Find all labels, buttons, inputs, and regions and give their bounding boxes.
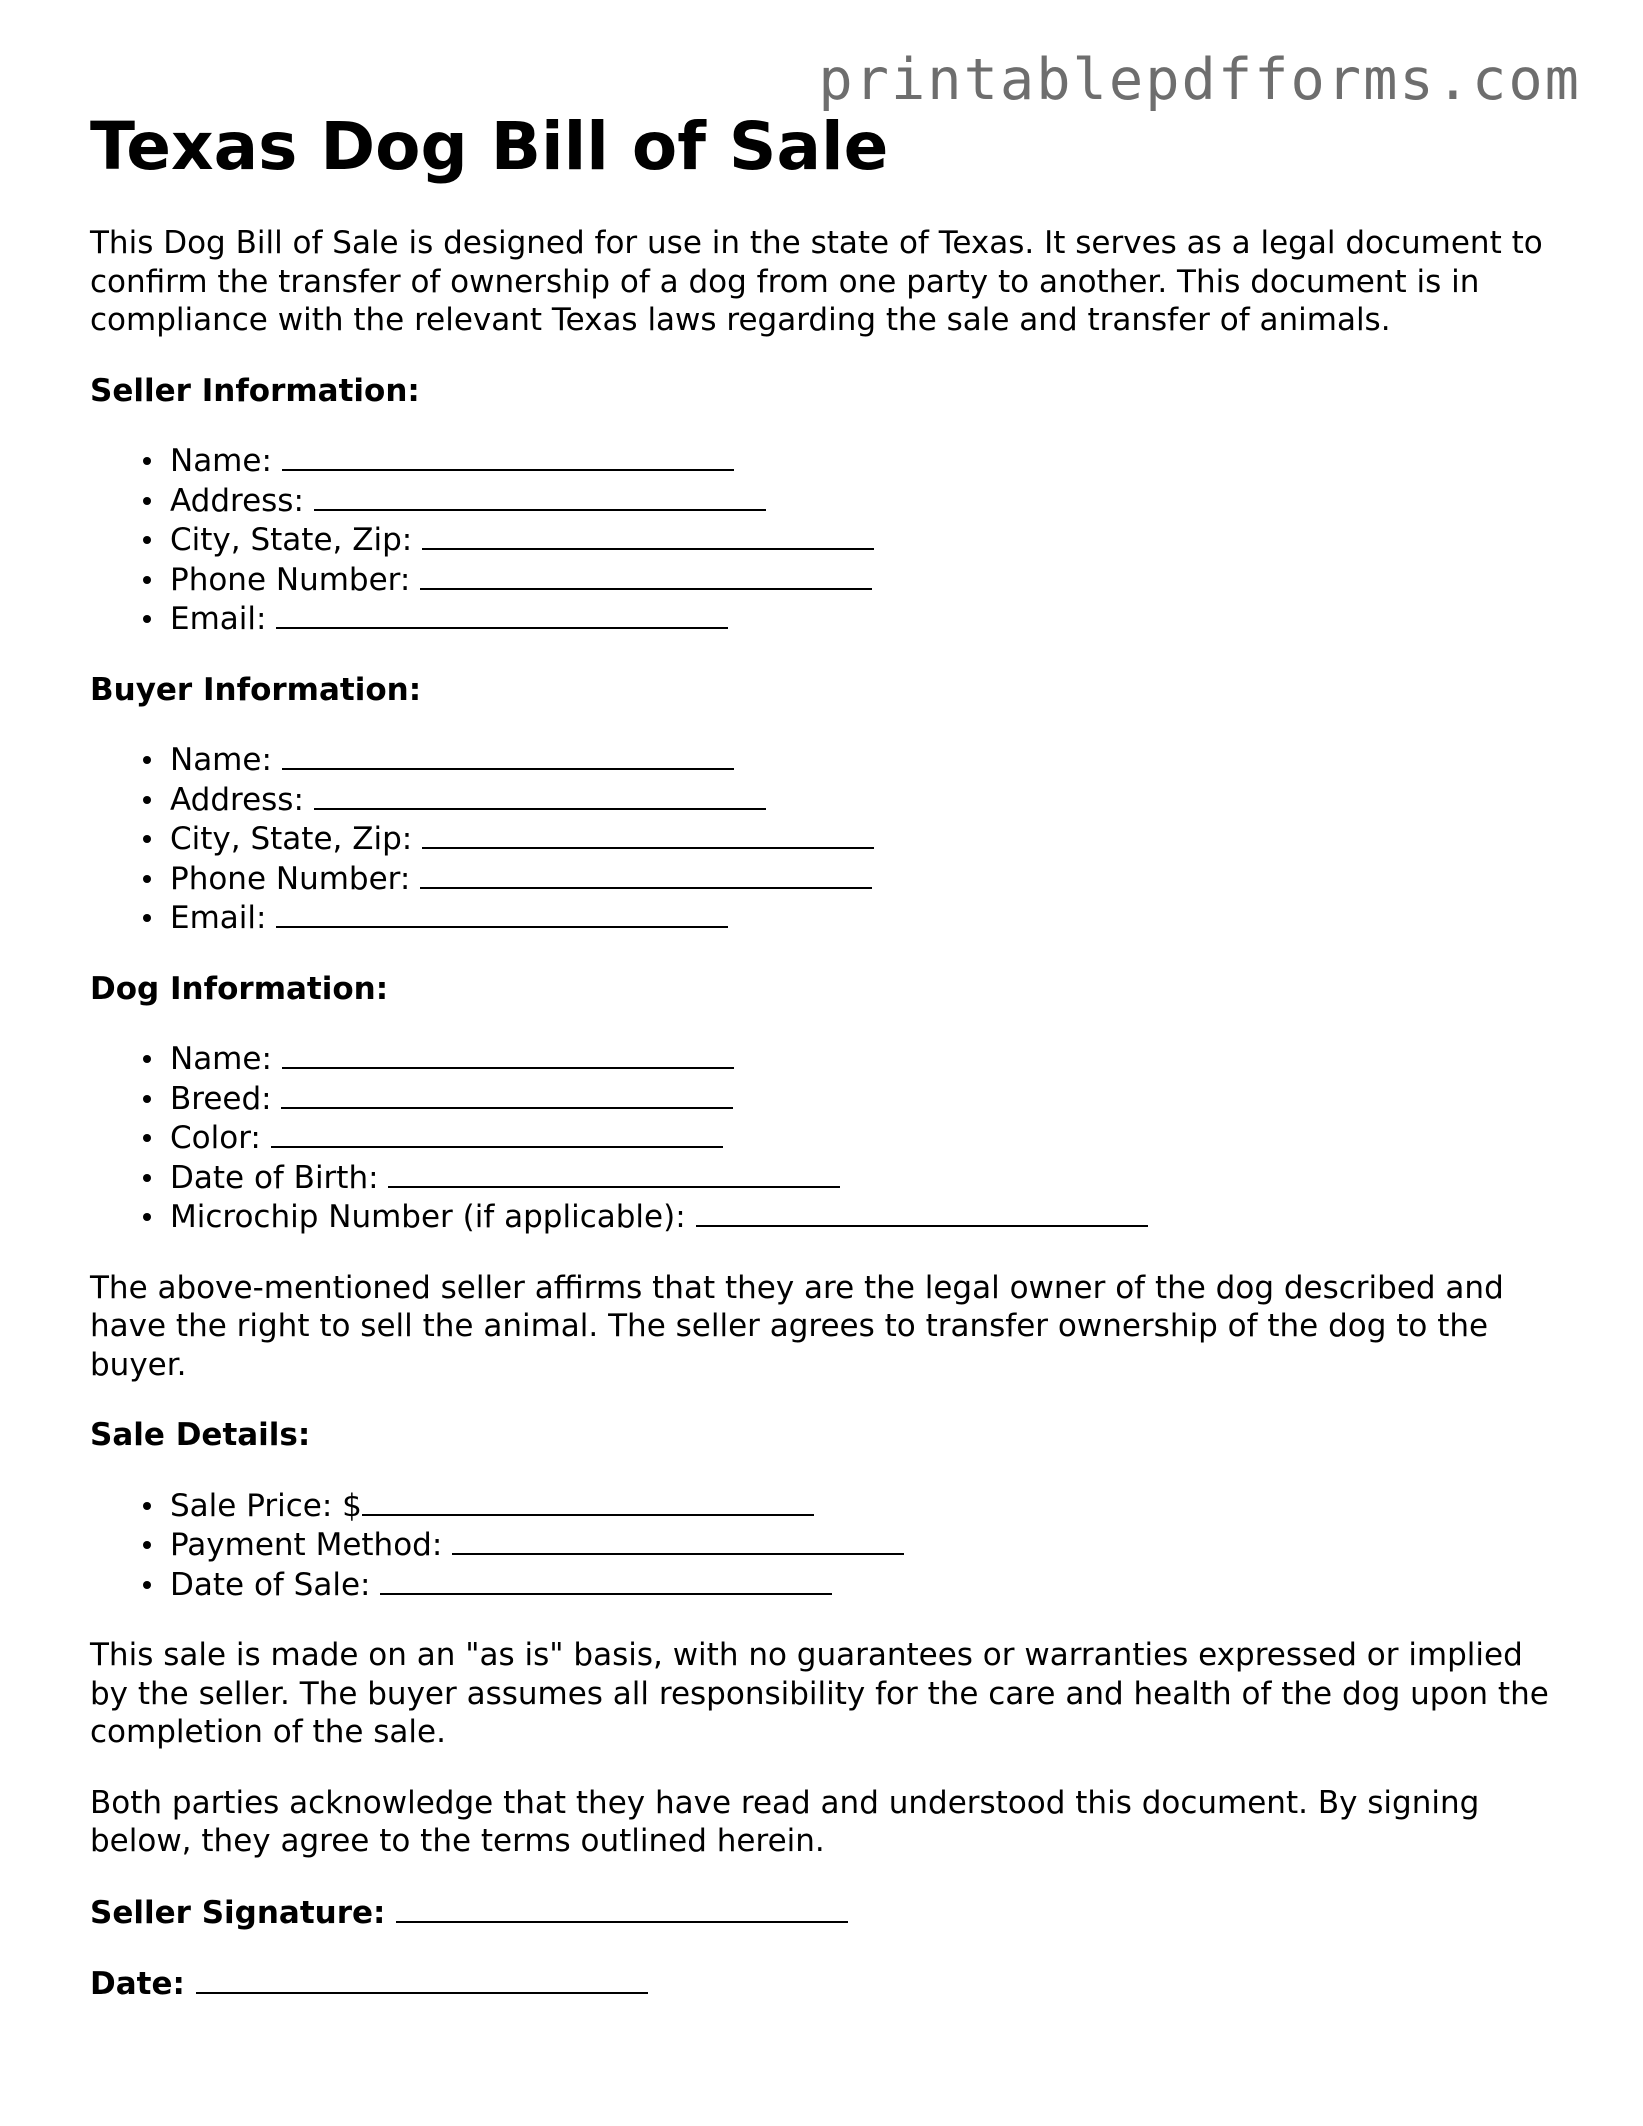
dog-breed-blank[interactable] (281, 1079, 733, 1109)
date-blank[interactable] (196, 1964, 648, 1994)
seller-address-item (170, 481, 1570, 521)
seller-city-state-zip-item (170, 520, 1570, 560)
field-label: Name: (170, 742, 272, 778)
field-label: Email: (170, 601, 267, 637)
dog-color-item (170, 1118, 1570, 1158)
field-label: Phone Number: (170, 561, 411, 598)
page-title: Texas Dog Bill of Sale (90, 108, 889, 185)
field-label: Email: (170, 900, 267, 936)
field-label: Name: (170, 1041, 272, 1077)
field-label: Phone Number: (170, 860, 411, 897)
field-label: Date of Birth: (170, 1159, 379, 1196)
dog-color-blank[interactable] (271, 1118, 723, 1148)
seller-address-blank[interactable] (314, 481, 766, 511)
buyer-phone-item (170, 859, 1570, 899)
seller-phone-blank[interactable] (420, 560, 872, 590)
buyer-address-blank[interactable] (314, 780, 766, 810)
buyer-email-blank[interactable] (276, 898, 728, 928)
buyer-city-state-zip-blank[interactable] (422, 819, 874, 849)
watermark: printablepdfforms.com (818, 47, 1581, 113)
seller-info-list (90, 441, 1570, 639)
buyer-name-item (170, 740, 1570, 780)
seller-name-blank[interactable] (282, 441, 734, 471)
buyer-name-blank[interactable] (282, 740, 734, 770)
seller-email-item (170, 599, 1570, 639)
as-is-paragraph: This sale is made on an "as is" basis, with no guarantees or warranties expressed or implied by the seller. The buyer assumes all responsibility for the care and health of the dog upon the completion of the sale. (90, 1637, 1549, 1750)
seller-info-heading: Seller Information: (90, 372, 420, 409)
field-label: Name: (170, 443, 272, 479)
date-of-sale-item (170, 1565, 1570, 1605)
sale-price-blank[interactable] (362, 1486, 814, 1516)
field-label: City, State, Zip: (170, 522, 413, 558)
dog-microchip-item (170, 1197, 1570, 1237)
buyer-info-list (90, 740, 1570, 938)
acknowledgment-paragraph: Both parties acknowledge that they have read and understood this document. By signing below, they agree to the terms outlined herein. (90, 1784, 1480, 1859)
seller-signature-label: Seller Signature: (90, 1894, 386, 1931)
buyer-info-heading: Buyer Information: (90, 671, 422, 708)
affirmation-paragraph: The above-mentioned seller affirms that they are the legal owner of the dog described and have the right to sell the animal. The seller agrees to transfer ownership of the dog to the buyer. (90, 1269, 1504, 1383)
document-page (90, 108, 1570, 2036)
dog-name-blank[interactable] (282, 1039, 734, 1069)
buyer-city-state-zip-item (170, 819, 1570, 859)
intro-paragraph: This Dog Bill of Sale is designed for use in the state of Texas. It serves as a legal document to confirm the transfer of ownership of a dog from one party to another. This document is in compliance with the relevant Texas laws regarding the sale and transfer of animals. (90, 225, 1543, 338)
seller-name-item (170, 441, 1570, 481)
dog-info-heading: Dog Information: (90, 970, 389, 1007)
dog-dob-blank[interactable] (388, 1158, 840, 1188)
buyer-phone-blank[interactable] (420, 859, 872, 889)
seller-signature-blank[interactable] (396, 1893, 848, 1923)
dog-breed-item (170, 1079, 1570, 1119)
sale-details-heading: Sale Details: (90, 1417, 311, 1453)
field-label: City, State, Zip: (170, 821, 413, 857)
field-label: Address: (170, 781, 304, 818)
buyer-email-item (170, 898, 1570, 938)
date-of-sale-blank[interactable] (380, 1565, 832, 1595)
dog-info-list (90, 1039, 1570, 1237)
date-line (90, 1964, 1570, 2004)
buyer-address-item (170, 780, 1570, 820)
field-label: Address: (170, 482, 304, 519)
seller-city-state-zip-blank[interactable] (422, 520, 874, 550)
dog-microchip-blank[interactable] (696, 1197, 1148, 1227)
payment-method-blank[interactable] (452, 1525, 904, 1555)
field-label: Color: (170, 1120, 261, 1156)
seller-email-blank[interactable] (276, 599, 728, 629)
dog-name-item (170, 1039, 1570, 1079)
field-label: Microchip Number (if applicable): (170, 1199, 686, 1235)
sale-details-list (90, 1486, 1570, 1605)
field-label: Payment Method: (170, 1527, 443, 1563)
sale-price-item (170, 1486, 1570, 1526)
dog-dob-item (170, 1158, 1570, 1198)
field-label: Date of Sale: (170, 1566, 371, 1603)
seller-signature-line (90, 1893, 1570, 1933)
seller-phone-item (170, 560, 1570, 600)
field-label: Breed: (170, 1080, 272, 1117)
payment-method-item (170, 1525, 1570, 1565)
field-label: Sale Price: $ (170, 1487, 362, 1524)
date-label: Date: (90, 1966, 185, 2002)
